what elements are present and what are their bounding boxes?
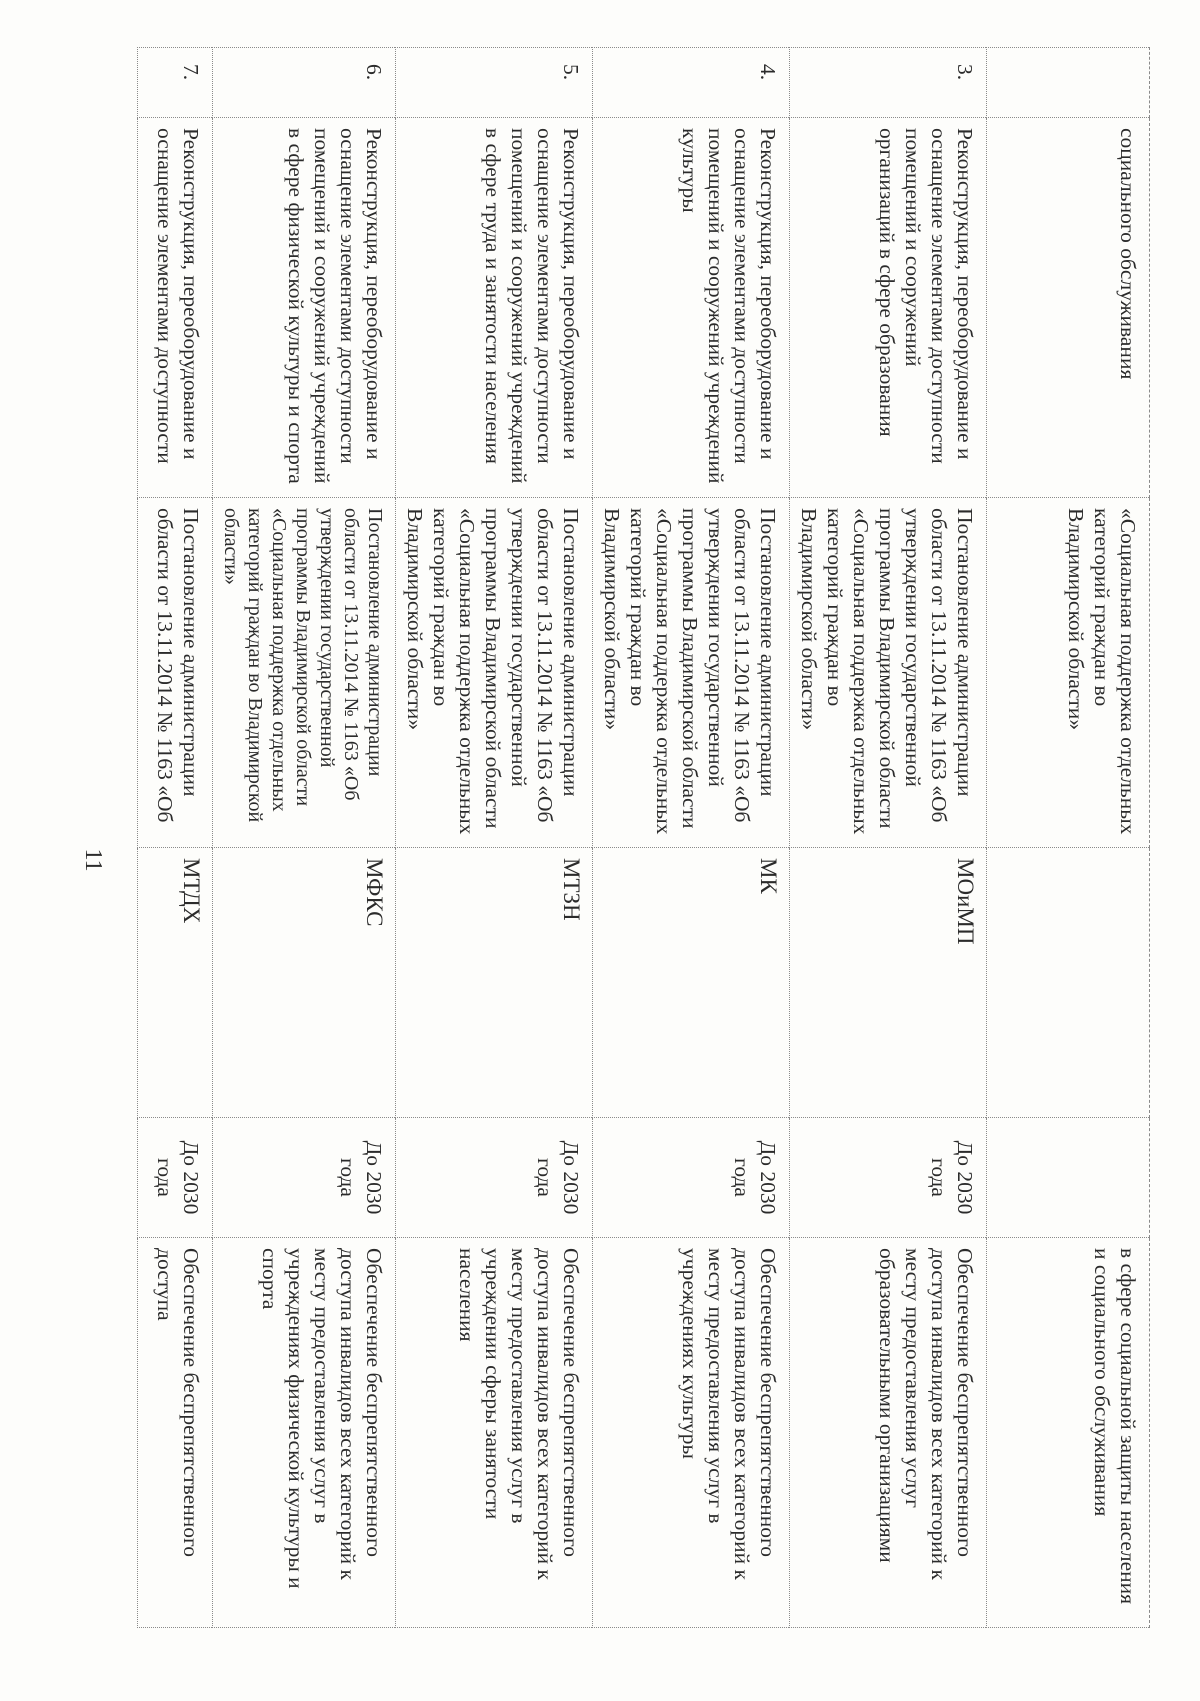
table-row	[593, 48, 790, 1628]
responsible-cell: МТЗН	[396, 848, 593, 1118]
result-cell: Обеспечение беспрепятственного доступа	[138, 1238, 213, 1628]
term-cell: До 2030 года	[396, 1118, 593, 1238]
measures-table	[137, 47, 1150, 1628]
legal-act-cell: «Социальная поддержка отдельных категорий граждан во Владимирской области»	[987, 498, 1150, 848]
rotated-table-container	[140, 47, 1150, 1627]
action-cell: Реконструкция, переоборудование и оснащение элементами доступности помещений и сооружений организаций в сфере образования	[790, 118, 987, 498]
action-cell: Реконструкция, переоборудование и оснащение элементами доступности помещений и сооружений учреждений культуры	[593, 118, 790, 498]
table-row	[213, 48, 396, 1628]
row-number: 5.	[396, 48, 593, 118]
action-cell: Реконструкция, переоборудование и оснащение элементами доступности	[138, 118, 213, 498]
row-number: 7.	[138, 48, 213, 118]
term-cell: До 2030 года	[593, 1118, 790, 1238]
action-cell: Реконструкция, переоборудование и оснащение элементами доступности помещений и сооружений учреждений в сфере труда и занятости населения	[396, 118, 593, 498]
page-number: 11	[80, 848, 106, 872]
responsible-cell: МОиМП	[790, 848, 987, 1118]
table-row	[790, 48, 987, 1628]
action-cell: социального обслуживания	[987, 118, 1150, 498]
legal-act-cell: Постановление администрации области от 13.11.2014 № 1163 «Об утверждении государственной программы Владимирской области «Социальная поддержка отдельных категорий граждан во Владимирской области»	[396, 498, 593, 848]
result-cell: Обеспечение беспрепятственного доступа инвалидов всех категорий к месту предоставления услуг в учреждениях физической культуры и спорта	[213, 1238, 396, 1628]
legal-act-cell: Постановление администрации области от 13.11.2014 № 1163 «Об утверждении государственной программы Владимирской области «Социальная поддержка отдельных категорий граждан во Владимирской области»	[790, 498, 987, 848]
row-number	[987, 48, 1150, 118]
legal-act-cell: Постановление администрации области от 13.11.2014 № 1163 «Об	[138, 498, 213, 848]
row-number: 4.	[593, 48, 790, 118]
table-row	[138, 48, 213, 1628]
table-row	[396, 48, 593, 1628]
responsible-cell: МТДХ	[138, 848, 213, 1118]
result-cell: Обеспечение беспрепятственного доступа инвалидов всех категорий к месту предоставления услуг в учреждении сферы занятости населения	[396, 1238, 593, 1628]
result-cell: Обеспечение беспрепятственного доступа инвалидов всех категорий к месту предоставления услуг в учреждениях культуры	[593, 1238, 790, 1628]
term-cell: До 2030 года	[790, 1118, 987, 1238]
row-number: 6.	[213, 48, 396, 118]
term-cell: До 2030 года	[213, 1118, 396, 1238]
legal-act-cell: Постановление администрации области от 13.11.2014 № 1163 «Об утверждении государственной программы Владимирской области «Социальная поддержка отдельных категорий граждан во Владимирской области»	[593, 498, 790, 848]
result-cell: Обеспечение беспрепятственного доступа инвалидов всех категорий к месту предоставления услуг образовательными организациями	[790, 1238, 987, 1628]
result-cell: в сфере социальной защиты населения и социального обслуживания	[987, 1238, 1150, 1628]
term-cell: До 2030 года	[138, 1118, 213, 1238]
legal-act-cell: Постановление администрации области от 13.11.2014 № 1163 «Об утверждении государственной программы Владимирской области «Социальная поддержка отдельных категорий граждан во Владимирской области»	[213, 498, 396, 848]
term-cell	[987, 1118, 1150, 1238]
responsible-cell: МК	[593, 848, 790, 1118]
table-row	[987, 48, 1150, 1628]
responsible-cell	[987, 848, 1150, 1118]
action-cell: Реконструкция, переоборудование и оснащение элементами доступности помещений и сооружений учреждений в сфере физической культуры и спорта	[213, 118, 396, 498]
responsible-cell: МФКС	[213, 848, 396, 1118]
row-number: 3.	[790, 48, 987, 118]
